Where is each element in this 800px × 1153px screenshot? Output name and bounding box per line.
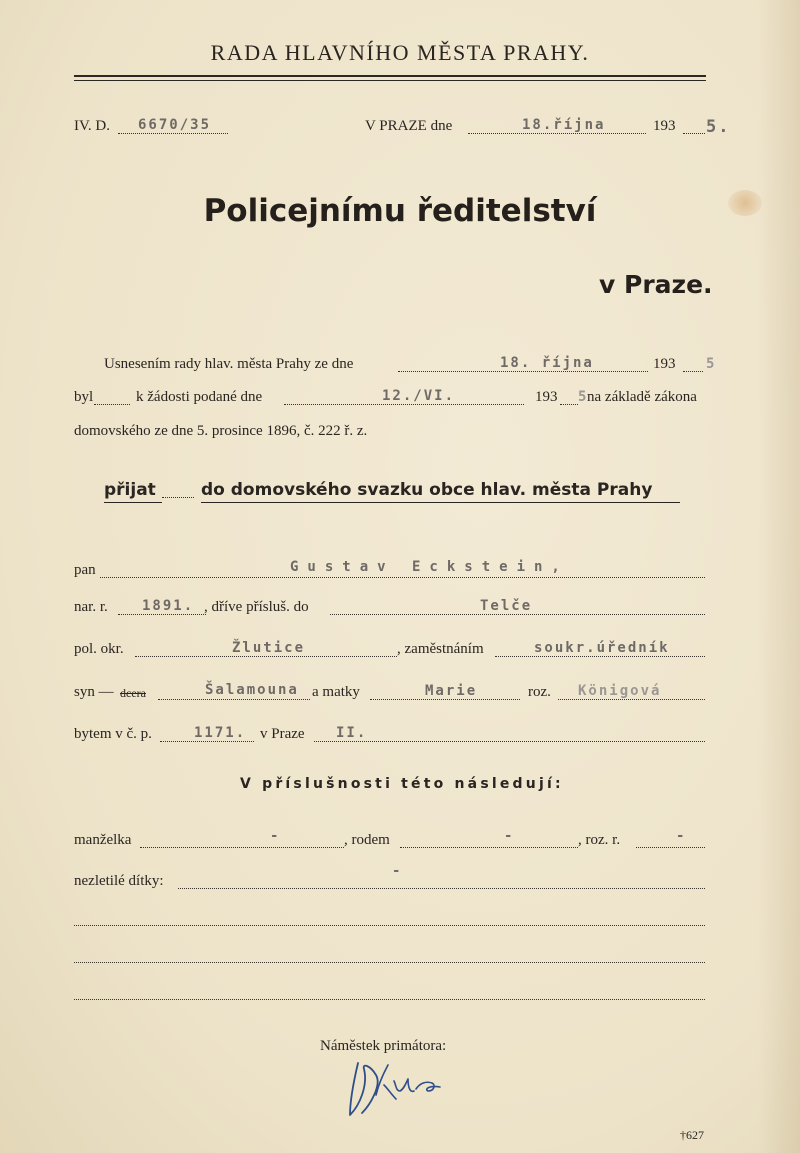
- residence-label: bytem v č. p.: [74, 726, 152, 742]
- formerly-dots: [330, 614, 705, 615]
- byl-label: byl: [74, 389, 94, 405]
- wife-born-value: -: [504, 828, 515, 844]
- mother-name: Marie: [425, 683, 478, 699]
- resolution-text: Usnesením rady hlav. města Prahy ze dne: [104, 356, 354, 372]
- district-label: pol. okr.: [74, 641, 124, 657]
- father-dots: [158, 699, 310, 700]
- ref-prefix: IV. D.: [74, 118, 110, 134]
- accepted-word: přijat: [104, 480, 156, 500]
- accepted-underline: [104, 502, 162, 503]
- mother-label: a matky: [312, 684, 360, 700]
- wife-year-dots: [636, 847, 705, 848]
- wife-year-value: -: [676, 828, 687, 844]
- born-label: nar. r.: [74, 599, 108, 615]
- law-basis: na základě zákona: [587, 389, 697, 405]
- header-rule-thick: [74, 75, 706, 77]
- children-dots: [178, 888, 705, 889]
- daughter-label-struck: dcera: [120, 686, 146, 700]
- residence-number: 1171.: [194, 725, 247, 741]
- residence-dots: [160, 741, 254, 742]
- pan-dots: [100, 577, 705, 578]
- resolution-year-dots: [683, 371, 703, 372]
- residence-city: II.: [336, 725, 368, 741]
- wife-dots: [140, 847, 344, 848]
- addressee-city: v Praze.: [599, 270, 713, 299]
- council-header: RADA HLAVNÍHO MĚSTA PRAHY.: [210, 40, 590, 65]
- accepted-text: do domovského svazku obce hlav. města Prahy: [201, 480, 653, 500]
- resolution-date: 18. října: [500, 355, 594, 371]
- born-dots: [118, 614, 206, 615]
- occupation-label: , zaměstnáním: [397, 641, 484, 657]
- wife-label: manželka: [74, 832, 132, 848]
- maiden-dots: [558, 699, 705, 700]
- wife-born-dots: [400, 847, 578, 848]
- son-label: syn —: [74, 684, 114, 700]
- addressee-title: Policejnímu ředitelství: [203, 193, 597, 229]
- ref-year-digit: 5.: [706, 117, 731, 137]
- district-dots: [135, 656, 397, 657]
- paper-edge-shadow: [758, 0, 800, 1153]
- ref-number: 6670/35: [138, 117, 212, 133]
- dependents-heading: V příslušnosti této následují:: [240, 776, 564, 792]
- form-number: †627: [680, 1128, 704, 1142]
- ref-date-dots: [468, 133, 646, 134]
- occupation-value: soukr.úředník: [534, 640, 670, 656]
- occupation-dots: [495, 656, 705, 657]
- residence-city-label: v Praze: [260, 726, 305, 742]
- ref-date: 18.října: [522, 117, 606, 133]
- ref-number-dots: [118, 133, 228, 134]
- father-name: Šalamouna: [205, 682, 299, 698]
- born-year: 1891.: [142, 598, 195, 614]
- district-value: Žlutice: [232, 640, 306, 656]
- wife-year-label: , roz. r.: [578, 832, 621, 848]
- request-year-dots: [560, 404, 578, 405]
- mother-dots: [370, 699, 520, 700]
- children-label: nezletilé dítky:: [74, 873, 164, 889]
- accepted-text-underline: [201, 502, 680, 503]
- children-line-2: [74, 925, 705, 926]
- handwritten-signature: [340, 1055, 450, 1125]
- header-rule-thin: [74, 80, 706, 81]
- maiden-name: Königová: [578, 683, 662, 699]
- accepted-dots: [162, 497, 194, 498]
- maiden-label: roz.: [528, 684, 551, 700]
- wife-born-label: , rodem: [344, 832, 390, 848]
- request-date-dots: [284, 404, 524, 405]
- resolution-year-digit: 5: [706, 356, 717, 372]
- pan-name: Gustav Eckstein,: [290, 559, 569, 575]
- city-date-label: V PRAZE dne: [365, 118, 453, 134]
- formerly-town: Telče: [480, 598, 533, 614]
- request-label: k žádosti podané dne: [136, 389, 263, 405]
- formerly-label: , dříve přísluš. do: [204, 599, 309, 615]
- ref-year-prefix: 193: [653, 118, 676, 134]
- resolution-year: 193: [653, 356, 676, 372]
- request-date: 12./VI.: [382, 388, 456, 404]
- ref-year-dots: [683, 133, 705, 134]
- resolution-date-dots: [398, 371, 648, 372]
- byl-dots: [94, 404, 130, 405]
- children-value: -: [392, 863, 403, 879]
- signature-label: Náměstek primátora:: [320, 1038, 447, 1054]
- wife-value: -: [270, 828, 281, 844]
- law-reference: domovského ze dne 5. prosince 1896, č. 222 ř. z.: [74, 423, 368, 439]
- residence-city-dots: [314, 741, 705, 742]
- pan-label: pan: [74, 562, 96, 578]
- children-line-4: [74, 999, 705, 1000]
- request-year: 193: [535, 389, 558, 405]
- request-year-digit: 5: [578, 389, 589, 405]
- children-line-3: [74, 962, 705, 963]
